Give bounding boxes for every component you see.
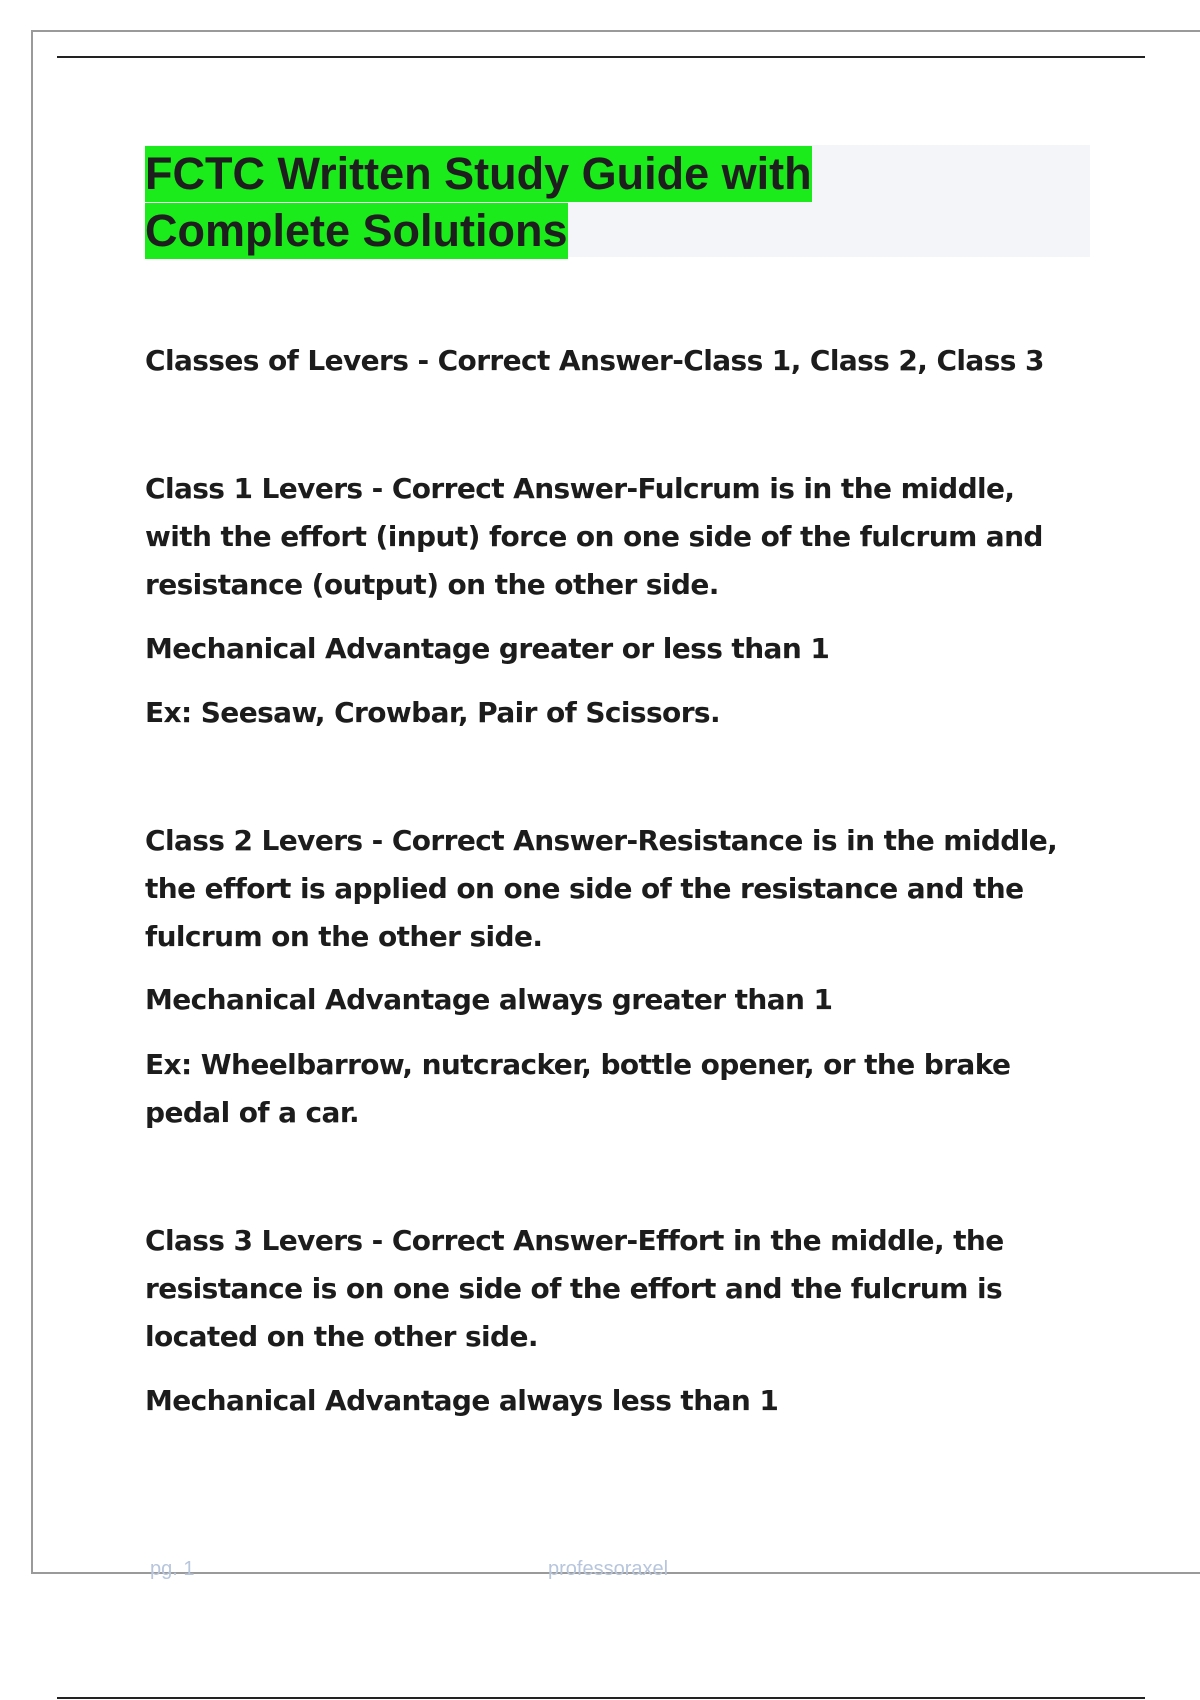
footer-rule [57, 1697, 1145, 1699]
section-class1-advantage: Mechanical Advantage greater or less than 1 [145, 632, 830, 665]
section-class2-question: Class 2 Levers - Correct Answer-Resistance is in the middle, the effort is applied on one side of the resistance and the fulcrum on the other side. [145, 824, 1058, 953]
section-class2-example: Ex: Wheelbarrow, nutcracker, bottle opener, or the brake pedal of a car. [145, 1048, 1011, 1129]
footer-page-number: pg. 1 [150, 1558, 195, 1580]
section-classes-question: Classes of Levers - Correct Answer-Class 1, Class 2, Class 3 [145, 344, 1044, 377]
document-title-line-1: FCTC Written Study Guide with [145, 146, 812, 202]
header-rule [57, 56, 1145, 58]
section-class3-advantage: Mechanical Advantage always less than 1 [145, 1384, 779, 1417]
section-class1-question: Class 1 Levers - Correct Answer-Fulcrum is in the middle, with the effort (input) force on one side of the fulcrum and resistance (output) on the other side. [145, 472, 1043, 601]
footer-author: professoraxel [548, 1558, 669, 1580]
section-class2-advantage: Mechanical Advantage always greater than 1 [145, 983, 833, 1016]
section-class3-question: Class 3 Levers - Correct Answer-Effort in the middle, the resistance is on one side of the effort and the fulcrum is located on the other side. [145, 1224, 1004, 1353]
section-class1-example: Ex: Seesaw, Crowbar, Pair of Scissors. [145, 696, 721, 729]
document-title-line-2: Complete Solutions [145, 203, 568, 259]
